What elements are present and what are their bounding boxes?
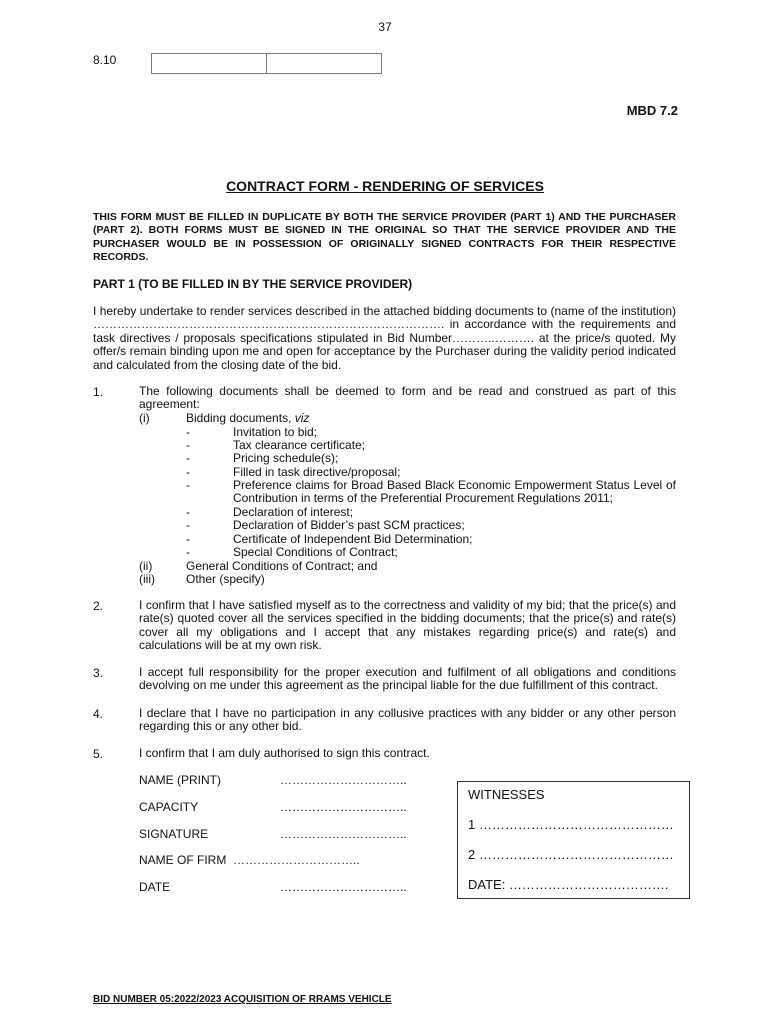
item-text: I declare that I have no participation in any collusive practices with any bidder or any other person regarding this or any other bid. bbox=[139, 706, 676, 734]
name-print-field[interactable]: ………………………….. bbox=[280, 773, 407, 787]
dash: - bbox=[186, 505, 190, 519]
item-text: I accept full responsibility for the proper execution and fulfilment of all obligations and conditions devolving on me under this agreement as the principal liable for the due fulfillment of this contract. bbox=[139, 665, 676, 693]
notice-paragraph: THIS FORM MUST BE FILLED IN DUPLICATE BY BOTH THE SERVICE PROVIDER (PART 1) AND THE PURCHASER (PART 2). BOTH FORMS MUST BE SIGNED IN THE ORIGINAL SO THAT THE SERVICE PROVIDER AND THE PURCHASER WOULD BE IN POSSESSION OF ORIGINALLY SIGNED CONTRACTS FOR THEIR RESPECTIVE RECORDS. bbox=[93, 211, 676, 264]
dash: - bbox=[186, 451, 190, 465]
firm-name-field[interactable]: ………………………….. bbox=[233, 853, 360, 867]
document-list-item: Declaration of interest; bbox=[233, 505, 354, 519]
roman-label: (iii) bbox=[139, 572, 155, 586]
date-label: DATE bbox=[139, 880, 171, 894]
doc-viz: viz bbox=[294, 411, 310, 425]
document-list-item: Filled in task directive/proposal; bbox=[233, 465, 401, 479]
roman-label: (ii) bbox=[139, 559, 153, 573]
item-text: The following documents shall be deemed to form and be read and construed as part of this agreement: bbox=[139, 384, 676, 412]
intro-paragraph: I hereby undertake to render services described in the attached bidding documents to (name of the institution) ……………………………………………………………………………. in accordance with the requirements and task directives / proposals specifications stipulated in Bid Number………..………. at the price/s quoted. My offer/s remain binding upon me and open for acceptance by the Purchaser during the validity period indicated and calculated from the closing date of the bid. bbox=[93, 304, 676, 372]
document-list-item: Certificate of Independent Bid Determination; bbox=[233, 532, 473, 546]
dash: - bbox=[186, 425, 190, 439]
page-number: 37 bbox=[378, 20, 392, 34]
item-number: 5. bbox=[93, 747, 104, 761]
doc-prefix: Bidding documents, bbox=[186, 411, 295, 425]
item-number: 2. bbox=[93, 599, 104, 613]
dash: - bbox=[186, 532, 190, 546]
item-number: 3. bbox=[93, 666, 104, 680]
dash: - bbox=[186, 545, 190, 559]
dash: - bbox=[186, 518, 190, 532]
item-text: I confirm that I have satisfied myself as to the correctness and validity of my bid; that the price(s) and rate(s) quoted cover all the services specified in the bidding documents; that the price(s) and rate(s) cover all my obligations and I accept that any mistakes regarding price(s) and rate(s) and calculations will be at my own risk. bbox=[139, 598, 676, 653]
other-specify-text: Other (specify) bbox=[186, 572, 265, 586]
document-list-item: Special Conditions of Contract; bbox=[233, 545, 398, 559]
document-list-item: Pricing schedule(s); bbox=[233, 451, 339, 465]
item-text: I confirm that I am duly authorised to sign this contract. bbox=[139, 746, 430, 760]
document-list-item: Tax clearance certificate; bbox=[233, 438, 366, 452]
footer bbox=[93, 994, 392, 1005]
bid-number: BID NUMBER 05:2022/2023 bbox=[93, 994, 222, 1005]
witnesses-title: WITNESSES bbox=[468, 787, 545, 802]
section-table bbox=[151, 53, 382, 74]
signature-field[interactable]: ………………………….. bbox=[280, 827, 407, 841]
page-title: CONTRACT FORM - RENDERING OF SERVICES bbox=[226, 178, 544, 194]
item-number: 4. bbox=[93, 707, 104, 721]
dash: - bbox=[186, 438, 190, 452]
capacity-field[interactable]: ………………………….. bbox=[280, 800, 407, 814]
dash: - bbox=[186, 465, 190, 479]
general-conditions-text: General Conditions of Contract; and bbox=[186, 559, 378, 573]
witnesses-box bbox=[457, 781, 690, 899]
document-list-item: Invitation to bid; bbox=[233, 425, 318, 439]
bid-description: ACQUISITION OF RRAMS VEHICLE bbox=[221, 994, 392, 1005]
witness-2-field[interactable]: 2 ……………………………………… bbox=[468, 847, 674, 862]
document-list-item: Declaration of Bidder’s past SCM practices; bbox=[233, 518, 465, 532]
dash: - bbox=[186, 478, 190, 492]
date-field[interactable]: ………………………….. bbox=[280, 880, 407, 894]
roman-label: (i) bbox=[139, 411, 150, 425]
witness-date-field[interactable]: DATE: ………………………………. bbox=[468, 877, 669, 892]
table-cell bbox=[267, 54, 381, 73]
bidding-documents-label bbox=[186, 412, 309, 425]
firm-name-label: NAME OF FIRM bbox=[139, 853, 227, 867]
section-number: 8.10 bbox=[93, 53, 117, 67]
capacity-label: CAPACITY bbox=[139, 800, 199, 814]
name-print-label: NAME (PRINT) bbox=[139, 773, 221, 787]
document-list-item: Preference claims for Broad Based Black Economic Empowerment Status Level of Contribution in terms of the Preferential Procurement Regulations 2011; bbox=[233, 478, 676, 506]
table-cell bbox=[152, 54, 267, 73]
part1-heading: PART 1 (TO BE FILLED IN BY THE SERVICE PROVIDER) bbox=[93, 277, 413, 291]
signature-label: SIGNATURE bbox=[139, 827, 209, 841]
form-code: MBD 7.2 bbox=[626, 103, 678, 118]
item-number: 1. bbox=[93, 385, 104, 399]
witness-1-field[interactable]: 1 ……………………………………… bbox=[468, 817, 674, 832]
